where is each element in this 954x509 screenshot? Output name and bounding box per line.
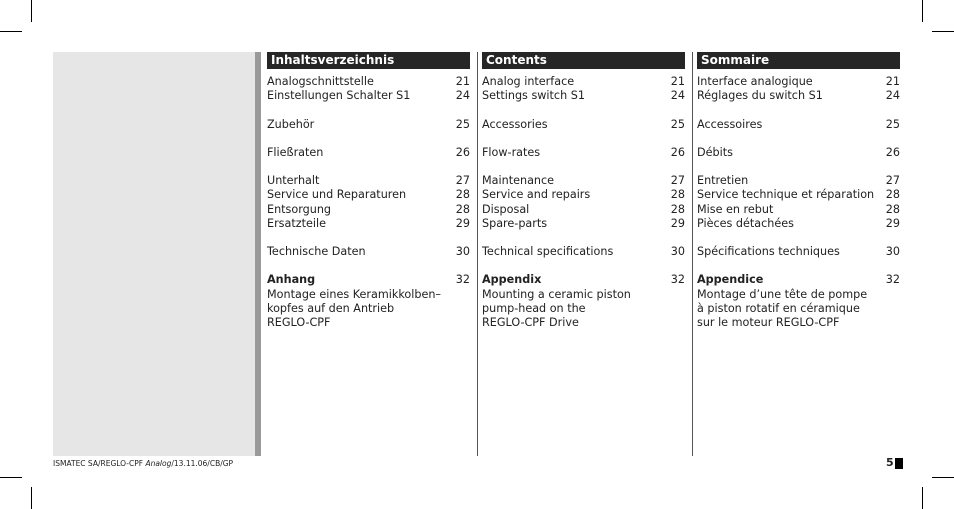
toc-entry-page: 27 (885, 174, 900, 188)
toc-entry-page: 26 (885, 145, 900, 159)
toc-entry-title: Pièces détachées (697, 216, 794, 230)
crop-mark-bottom-right-vertical (922, 487, 923, 509)
toc-entry (697, 245, 900, 259)
toc-entry-title: Analog interface (482, 75, 575, 88)
toc-entries (267, 75, 470, 330)
group-spacer (482, 231, 685, 245)
crop-mark-top-left-horizontal (0, 31, 22, 32)
toc-entry-page: 25 (670, 117, 685, 131)
toc-entry (482, 89, 685, 103)
group-spacer (267, 103, 470, 117)
crop-mark-top-right-vertical (922, 0, 923, 22)
toc-entry-title: Disposal (482, 202, 530, 216)
toc-entry (267, 273, 470, 287)
column-heading: Inhaltsverzeichnis (267, 52, 470, 69)
group-spacer (267, 231, 470, 245)
toc-entry-title: Débits (697, 145, 733, 159)
toc-entry-title: Réglages du switch S1 (697, 89, 823, 103)
group-spacer (697, 259, 900, 273)
footer-italic: Analog (145, 459, 172, 468)
toc-entry (697, 273, 900, 287)
toc-entry-page: 28 (885, 202, 900, 216)
toc-entry (482, 217, 685, 231)
group-spacer (482, 103, 685, 117)
crop-mark-bottom-left-horizontal (0, 477, 22, 478)
toc-entry-page: 32 (670, 273, 685, 287)
toc-entry (267, 203, 470, 217)
toc-entry-page: 28 (670, 202, 685, 216)
toc-entry-page: 27 (455, 174, 470, 188)
toc-entry (482, 174, 685, 188)
toc-column-french (697, 52, 900, 456)
group-spacer (482, 259, 685, 273)
crop-mark-top-left-vertical (31, 0, 32, 22)
toc-entries (482, 75, 685, 330)
toc-entry-page: 29 (455, 216, 470, 230)
group-spacer (482, 160, 685, 174)
toc-entry-title: Service und Reparaturen (267, 188, 407, 202)
toc-entry-title: Analogschnittstelle (267, 75, 374, 88)
toc-entry-title: Zubehör (267, 117, 315, 131)
group-spacer (267, 259, 470, 273)
toc-entry-title: Montage eines Keramikkolben– kopfes auf den Antrieb REGLO-CPF (267, 287, 442, 329)
toc-entry-page: 29 (885, 216, 900, 230)
toc-entry (482, 75, 685, 89)
toc-entry-page: 24 (885, 89, 900, 103)
toc-entry (697, 75, 900, 89)
toc-entry-title: Settings switch S1 (482, 89, 585, 103)
toc-entry (482, 188, 685, 202)
toc-entry (697, 288, 900, 331)
toc-entry (482, 118, 685, 132)
toc-entry (482, 146, 685, 160)
toc-entry (267, 188, 470, 202)
toc-entry-page: 25 (885, 117, 900, 131)
toc-entry (267, 288, 470, 331)
toc-entry-page: 24 (670, 89, 685, 103)
toc-entry-title: Service technique et réparation (697, 188, 875, 202)
toc-entry-page: 30 (885, 245, 900, 258)
toc-entry-title: Spare-parts (482, 216, 548, 230)
toc-entry-title: Accessoires (697, 117, 763, 131)
group-spacer (697, 132, 900, 146)
footer-prefix: ISMATEC SA/REGLO-CPF (53, 459, 146, 468)
grey-side-panel (53, 52, 255, 456)
toc-entry-title: Montage d’une tête de pompe à piston rotatif en céramique sur le moteur REGLO-CPF (697, 287, 868, 329)
crop-mark-bottom-right-horizontal (932, 477, 954, 478)
toc-column-english (482, 52, 685, 456)
toc-entry-page: 27 (670, 174, 685, 188)
grey-side-bar (255, 52, 261, 456)
toc-entry-title: Service and repairs (482, 188, 591, 202)
toc-entry-page: 32 (885, 273, 900, 287)
group-spacer (697, 103, 900, 117)
group-spacer (697, 160, 900, 174)
toc-entry-title: Maintenance (482, 174, 555, 188)
toc-entry-page: 28 (455, 202, 470, 216)
group-spacer (697, 231, 900, 245)
toc-entry-title: Appendice (697, 273, 764, 287)
toc-entry-title: Entsorgung (267, 202, 332, 216)
toc-entry (697, 203, 900, 217)
group-spacer (267, 160, 470, 174)
toc-entry-page: 21 (455, 75, 470, 88)
toc-entry (267, 217, 470, 231)
crop-mark-bottom-left-vertical (31, 487, 32, 509)
toc-entry-page: 28 (455, 188, 470, 202)
page-marker-block (895, 458, 903, 469)
toc-entry-page: 28 (670, 188, 685, 202)
page-number: 5 (886, 456, 894, 469)
toc-entry (697, 146, 900, 160)
toc-entry (267, 75, 470, 89)
toc-entry (267, 245, 470, 259)
toc-entry (267, 146, 470, 160)
toc-entry-page: 28 (885, 188, 900, 202)
toc-entry-page: 21 (885, 75, 900, 88)
toc-entries (697, 75, 900, 330)
toc-entry (267, 174, 470, 188)
footer-imprint (53, 459, 233, 468)
toc-entry-title: Spécifications techniques (697, 245, 840, 258)
toc-entry (697, 89, 900, 103)
crop-mark-top-right-horizontal (932, 31, 954, 32)
toc-entry-page: 29 (670, 216, 685, 230)
toc-entry (697, 174, 900, 188)
toc-entry-page: 21 (670, 75, 685, 88)
toc-entry-page: 32 (455, 273, 470, 287)
toc-entry-title: Flow-rates (482, 145, 541, 159)
toc-entry-title: Interface analogique (697, 75, 813, 88)
toc-entry-page: 25 (455, 117, 470, 131)
toc-entry-page: 26 (670, 145, 685, 159)
toc-entry-title: Unterhalt (267, 174, 320, 188)
toc-entry (482, 288, 685, 331)
toc-entry-page: 24 (455, 89, 470, 103)
toc-entry (482, 203, 685, 217)
footer-suffix: /13.11.06/CB/GP (171, 459, 234, 468)
toc-entry-title: Mise en rebut (697, 202, 774, 216)
group-spacer (267, 132, 470, 146)
toc-entry (697, 118, 900, 132)
toc-entry (267, 118, 470, 132)
toc-entry (267, 89, 470, 103)
toc-entry-title: Einstellungen Schalter S1 (267, 89, 411, 103)
toc-entry-title: Ersatzteile (267, 216, 326, 230)
toc-entry-title: Technical specifications (482, 245, 614, 258)
toc-entry-title: Appendix (482, 273, 542, 287)
column-divider (477, 52, 478, 456)
toc-entry (697, 188, 900, 202)
column-heading: Contents (482, 52, 685, 69)
column-divider (692, 52, 693, 456)
toc-entry-title: Entretien (697, 174, 749, 188)
group-spacer (482, 132, 685, 146)
toc-entry-title: Technische Daten (267, 245, 366, 258)
toc-entry-title: Anhang (267, 273, 316, 287)
toc-entry-title: Accessories (482, 117, 548, 131)
toc-entry-title: Mounting a ceramic piston pump-head on the REGLO-CPF Drive (482, 287, 631, 329)
toc-entry-page: 30 (670, 245, 685, 258)
toc-entry (482, 245, 685, 259)
toc-entry-title: Fließraten (267, 145, 324, 159)
toc-entry-page: 26 (455, 145, 470, 159)
toc-entry (482, 273, 685, 287)
toc-entry-page: 30 (455, 245, 470, 258)
column-heading: Sommaire (697, 52, 900, 69)
toc-column-german (267, 52, 470, 456)
toc-entry (697, 217, 900, 231)
